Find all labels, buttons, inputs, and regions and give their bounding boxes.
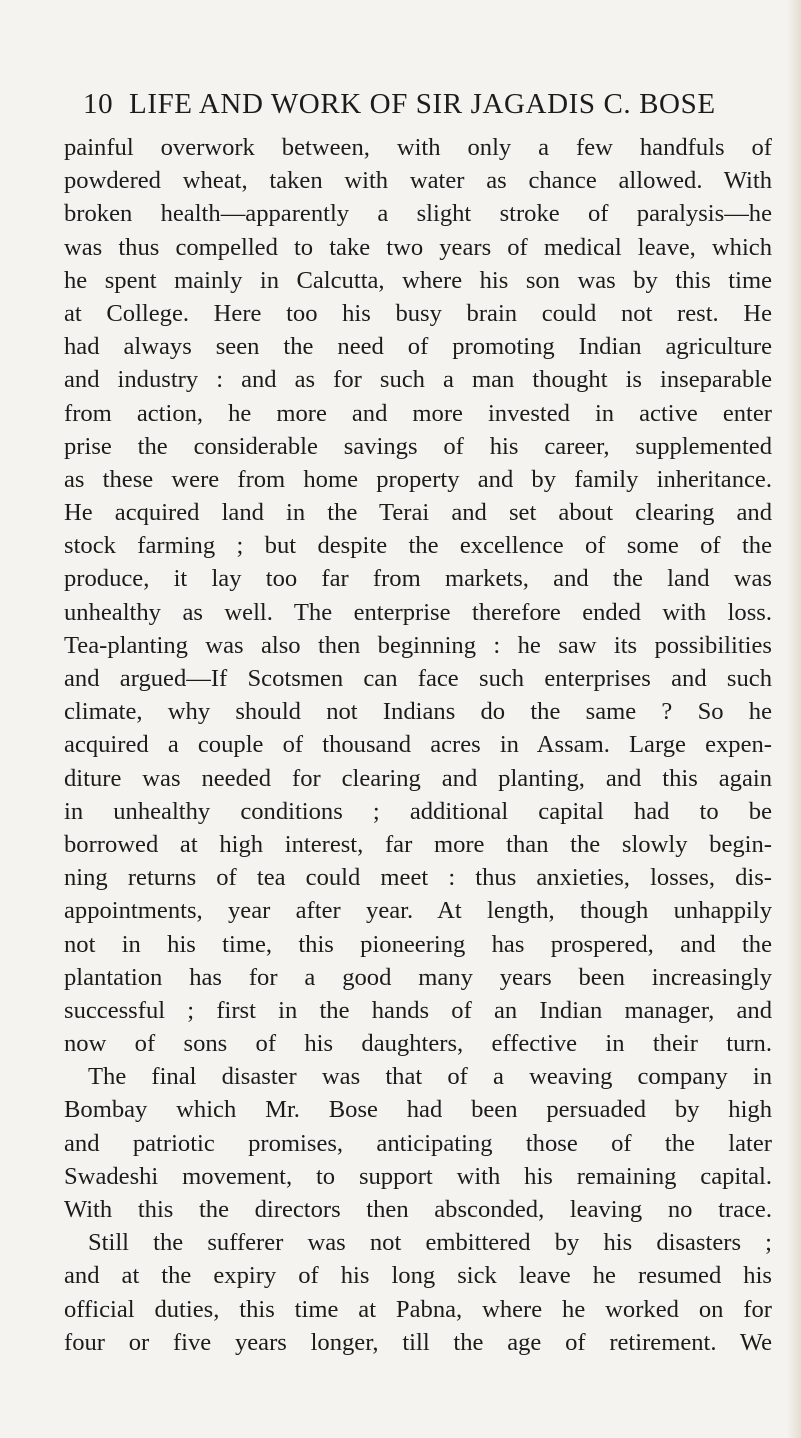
text-line: climate, why should not Indians do the same ? So he [64,698,772,726]
text-line: unhealthy as well. The enterprise therefore ended with loss. [64,598,772,626]
page-number: 10 [83,88,114,120]
text-line: official duties, this time at Pabna, where he worked on for [64,1295,772,1323]
text-line: acquired a couple of thousand acres in Assam. Large expen- [64,731,772,759]
text-line: broken health—apparently a slight stroke of paralysis—he [64,200,772,228]
text-line: With this the directors then absconded, leaving no trace. [64,1196,772,1223]
text-line: Tea-planting was also then beginning : he saw its possibilities [64,631,772,659]
text-line: prise the considerable savings of his career, supplemented [64,432,772,460]
text-line: as these were from home property and by family inheritance. [64,465,772,493]
text-line: four or five years longer, till the age of retirement. We [64,1328,772,1356]
body-text [64,131,772,1359]
text-line: and industry : and as for such a man thought is inseparable [64,366,772,394]
text-line: from action, he more and more invested in active enter [64,399,772,427]
text-line: was thus compelled to take two years of medical leave, which [64,233,772,261]
text-line: produce, it lay too far from markets, and the land was [64,565,772,593]
text-line: Swadeshi movement, to support with his remaining capital. [64,1162,772,1190]
text-line: not in his time, this pioneering has prospered, and the [64,930,772,958]
text-line: appointments, year after year. At length, though unhappily [64,897,772,925]
text-line: and argued—If Scotsmen can face such enterprises and such [64,665,772,692]
paragraph-first-line: The final disaster was that of a weaving company in [88,1063,772,1091]
text-line: and at the expiry of his long sick leave he resumed his [64,1262,772,1290]
text-line: borrowed at high interest, far more than the slowly begin- [64,830,772,858]
text-line: stock farming ; but despite the excellence of some of the [64,532,772,560]
text-line: had always seen the need of promoting Indian agriculture [64,333,772,361]
running-title: LIFE AND WORK OF SIR JAGADIS C. BOSE [129,88,716,120]
text-line: successful ; first in the hands of an Indian manager, and [64,996,772,1024]
text-line: in unhealthy conditions ; additional capital had to be [64,797,772,825]
paragraph-first-line: Still the sufferer was not embittered by his disasters ; [88,1229,772,1257]
text-line: He acquired land in the Terai and set about clearing and [64,499,772,527]
text-line: he spent mainly in Calcutta, where his son was by this time [64,266,772,294]
text-line: painful overwork between, with only a few handfuls of [64,134,772,161]
text-line: at College. Here too his busy brain could not rest. He [64,299,772,327]
text-line: Bombay which Mr. Bose had been persuaded by high [64,1096,772,1124]
text-line: plantation has for a good many years been increasingly [64,963,772,991]
text-line: ning returns of tea could meet : thus anxieties, losses, dis- [64,864,772,892]
text-line: now of sons of his daughters, effective in their turn. [64,1030,772,1058]
text-line: powdered wheat, taken with water as chance allowed. With [64,167,772,195]
running-header [83,86,743,122]
text-line: and patriotic promises, anticipating those of the later [64,1129,772,1157]
text-line: diture was needed for clearing and planting, and this again [64,764,772,792]
page-edge-shadow [787,0,801,1438]
